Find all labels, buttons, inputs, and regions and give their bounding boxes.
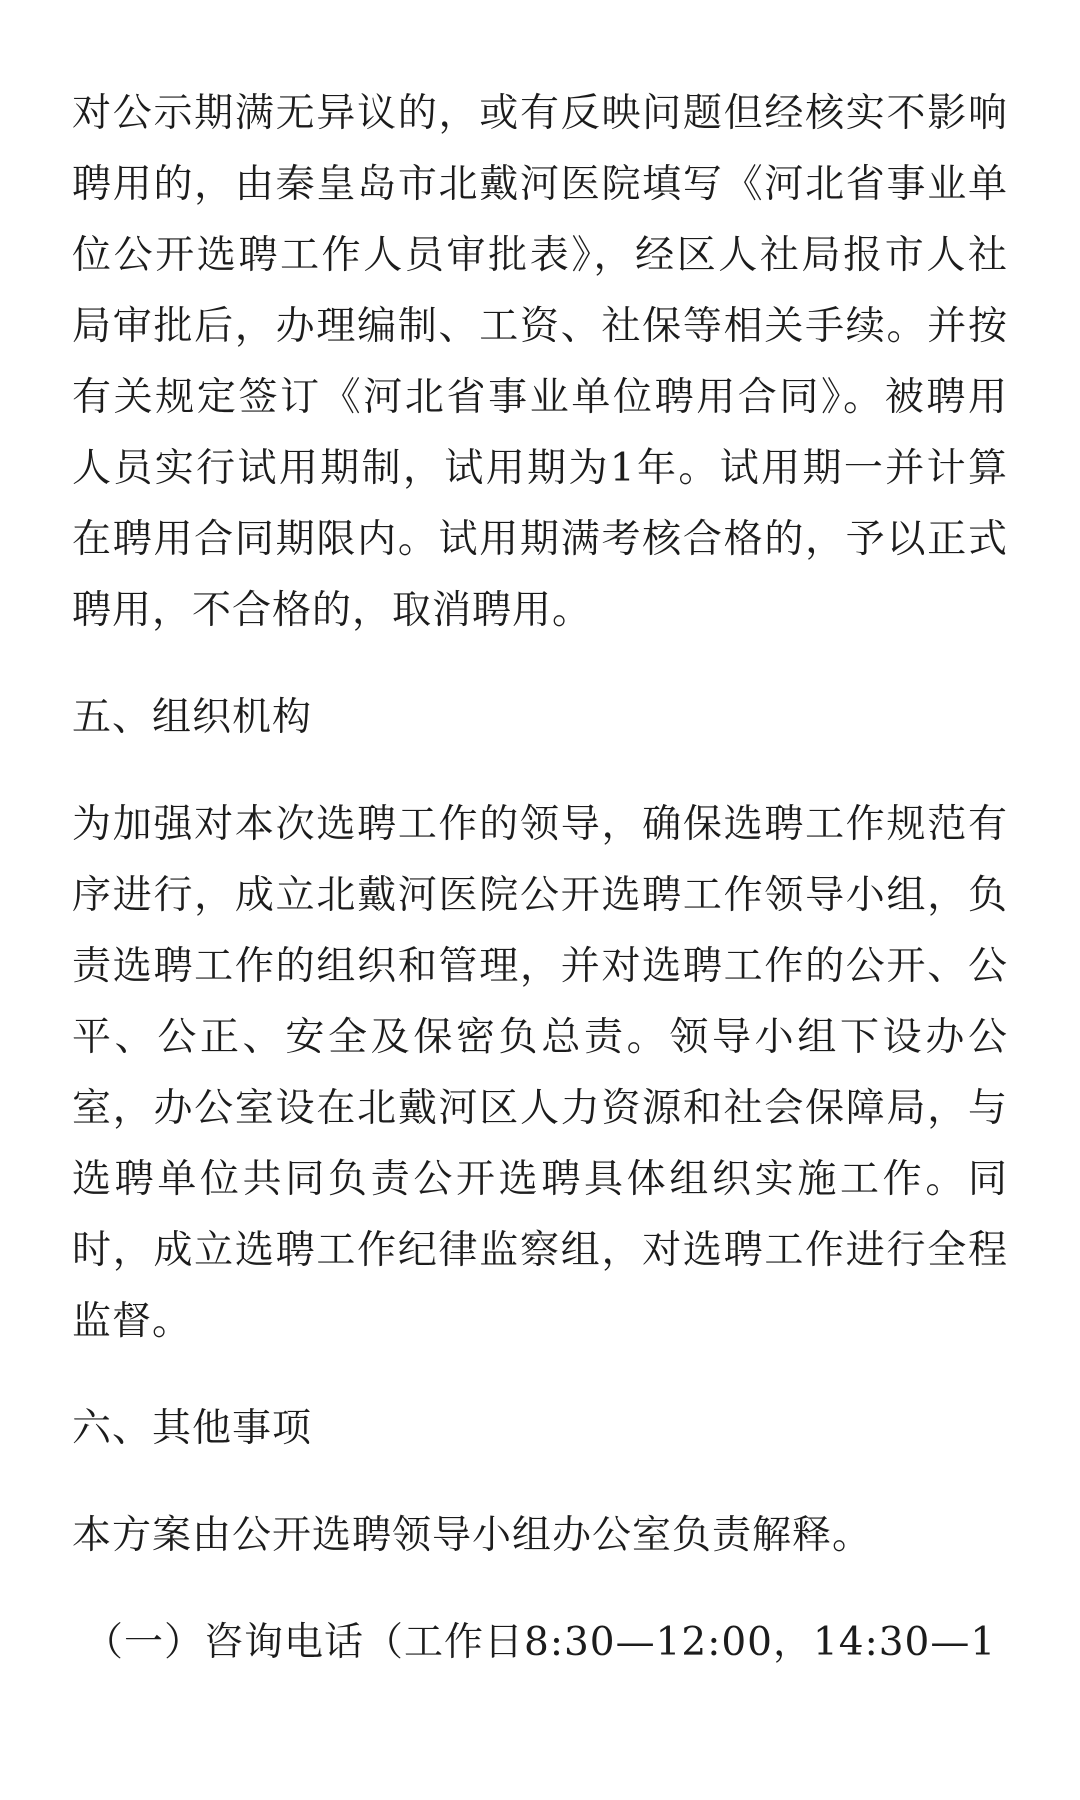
section-six-heading: 六、其他事项 (72, 1406, 313, 1451)
consult-phone-line: （一）咨询电话（工作日8:30—12:00，14:30—1 (84, 1620, 997, 1665)
article-body (72, 78, 1008, 1678)
hiring-procedure-paragraph: 对公示期满无异议的，或有反映问题但经核实不影响聘用的，由秦皇岛市北戴河医院填写《河北省事业单位公开选聘工作人员审批表》，经区人社局报市人社局审批后，办理编制、工资、社保等相关手续。并按有关规定签订《河北省事业单位聘用合同》。被聘用人员实行试用期制，试用期为1年。试用期一并计算在聘用合同期限内。试用期满考核合格的，予以正式聘用，不合格的，取消聘用。 (72, 91, 1008, 633)
other-matters-paragraph: 本方案由公开选聘领导小组办公室负责解释。 (72, 1513, 873, 1558)
section-five-heading: 五、组织机构 (72, 695, 313, 740)
organization-paragraph: 为加强对本次选聘工作的领导，确保选聘工作规范有序进行，成立北戴河医院公开选聘工作领导小组，负责选聘工作的组织和管理，并对选聘工作的公开、公平、公正、安全及保密负总责。领导小组下设办公室，办公室设在北戴河区人力资源和社会保障局，与选聘单位共同负责公开选聘具体组织实施工作。同时，成立选聘工作纪律监察组，对选聘工作进行全程监督。 (72, 802, 1008, 1344)
